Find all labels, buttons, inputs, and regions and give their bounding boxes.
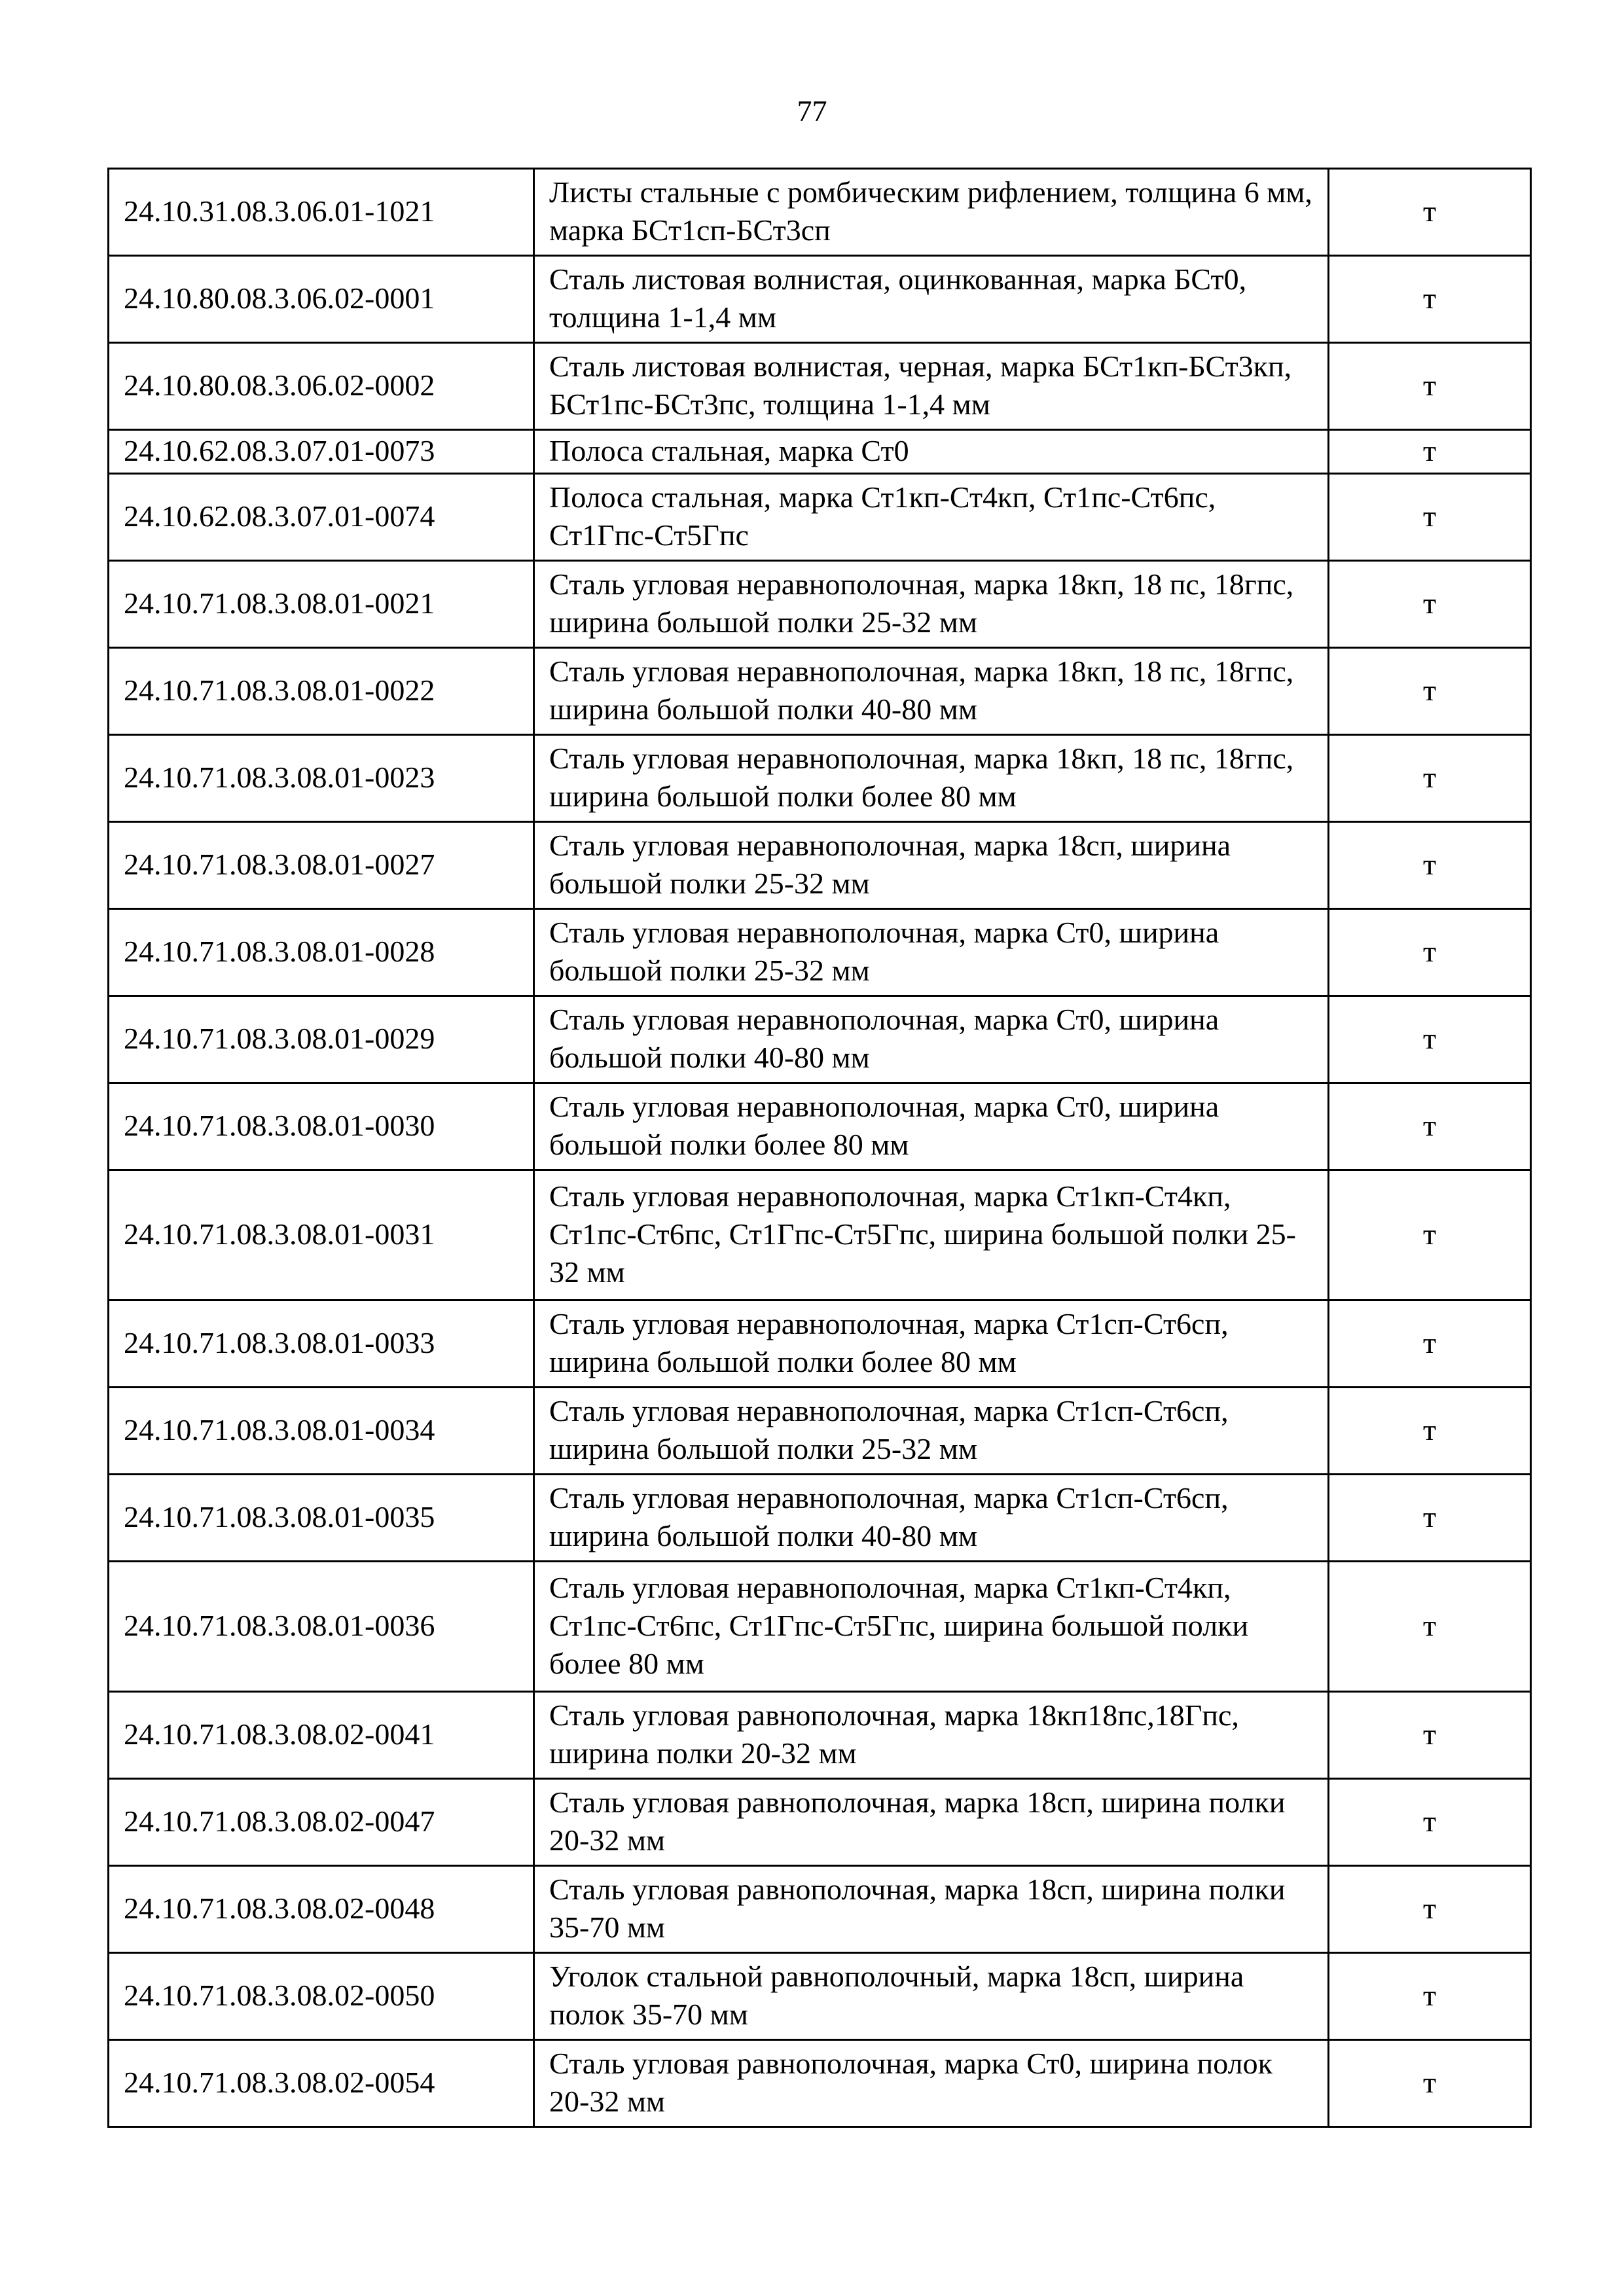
resource-code-cell: 24.10.31.08.3.06.01-1021 — [109, 169, 534, 256]
unit-cell: т — [1329, 996, 1531, 1083]
resource-code-cell: 24.10.71.08.3.08.02-0041 — [109, 1692, 534, 1779]
unit-cell: т — [1329, 1953, 1531, 2040]
resource-code-cell: 24.10.62.08.3.07.01-0073 — [109, 430, 534, 474]
unit-cell: т — [1329, 1388, 1531, 1475]
unit-cell: т — [1329, 256, 1531, 343]
resource-name-cell: Сталь угловая неравнополочная, марка 18кп, 18 пс, 18гпс, ширина большой полки 25-32 мм — [534, 561, 1329, 648]
resource-code-cell: 24.10.80.08.3.06.02-0001 — [109, 256, 534, 343]
table-row — [109, 343, 1531, 430]
resource-name-cell: Полоса стальная, марка Ст0 — [534, 430, 1329, 474]
resource-name-cell: Сталь листовая волнистая, черная, марка БСт1кп-БСт3кп, БСт1пс-БСт3пс, толщина 1-1,4 мм — [534, 343, 1329, 430]
resource-name-cell: Полоса стальная, марка Ст1кп-Ст4кп, Ст1пс-Ст6пс, Ст1Гпс-Ст5Гпс — [534, 474, 1329, 561]
resource-code-cell: 24.10.71.08.3.08.02-0050 — [109, 1953, 534, 2040]
resource-code-cell: 24.10.71.08.3.08.01-0023 — [109, 735, 534, 822]
unit-cell: т — [1329, 1692, 1531, 1779]
resource-name-cell: Сталь угловая неравнополочная, марка Ст0, ширина большой полки более 80 мм — [534, 1083, 1329, 1170]
unit-cell: т — [1329, 1083, 1531, 1170]
table-row — [109, 909, 1531, 996]
resource-table — [107, 168, 1532, 2128]
table-row — [109, 474, 1531, 561]
resource-code-cell: 24.10.71.08.3.08.01-0031 — [109, 1170, 534, 1300]
resource-code-cell: 24.10.71.08.3.08.01-0027 — [109, 822, 534, 909]
resource-name-cell: Сталь угловая неравнополочная, марка Ст1сп-Ст6сп, ширина большой полки 25-32 мм — [534, 1388, 1329, 1475]
table-row — [109, 735, 1531, 822]
resource-code-cell: 24.10.62.08.3.07.01-0074 — [109, 474, 534, 561]
unit-cell: т — [1329, 430, 1531, 474]
unit-cell: т — [1329, 2040, 1531, 2127]
resource-code-cell: 24.10.71.08.3.08.01-0030 — [109, 1083, 534, 1170]
table-row — [109, 1779, 1531, 1866]
resource-name-cell: Сталь листовая волнистая, оцинкованная, марка БСт0, толщина 1-1,4 мм — [534, 256, 1329, 343]
resource-code-cell: 24.10.71.08.3.08.01-0028 — [109, 909, 534, 996]
resource-code-cell: 24.10.71.08.3.08.01-0035 — [109, 1475, 534, 1562]
unit-cell: т — [1329, 648, 1531, 735]
table-row — [109, 256, 1531, 343]
resource-name-cell: Сталь угловая равнополочная, марка 18сп, ширина полки 35-70 мм — [534, 1866, 1329, 1953]
resource-name-cell: Сталь угловая равнополочная, марка 18кп18пс,18Гпс, ширина полки 20-32 мм — [534, 1692, 1329, 1779]
resource-code-cell: 24.10.71.08.3.08.01-0036 — [109, 1562, 534, 1692]
table-row — [109, 1388, 1531, 1475]
resource-name-cell: Сталь угловая неравнополочная, марка Ст1сп-Ст6сп, ширина большой полки 40-80 мм — [534, 1475, 1329, 1562]
table-row — [109, 822, 1531, 909]
resource-code-cell: 24.10.71.08.3.08.01-0029 — [109, 996, 534, 1083]
resource-code-cell: 24.10.80.08.3.06.02-0002 — [109, 343, 534, 430]
unit-cell: т — [1329, 474, 1531, 561]
resource-code-cell: 24.10.71.08.3.08.01-0034 — [109, 1388, 534, 1475]
unit-cell: т — [1329, 343, 1531, 430]
resource-name-cell: Сталь угловая неравнополочная, марка Ст0, ширина большой полки 25-32 мм — [534, 909, 1329, 996]
table-row — [109, 1300, 1531, 1388]
unit-cell: т — [1329, 735, 1531, 822]
page-number: 77 — [797, 94, 827, 128]
unit-cell: т — [1329, 1866, 1531, 1953]
resource-name-cell: Уголок стальной равнополочный, марка 18сп, ширина полок 35-70 мм — [534, 1953, 1329, 2040]
resource-name-cell: Листы стальные с ромбическим рифлением, толщина 6 мм, марка БСт1сп-БСт3сп — [534, 169, 1329, 256]
table-row — [109, 648, 1531, 735]
resource-code-cell: 24.10.71.08.3.08.01-0021 — [109, 561, 534, 648]
resource-code-cell: 24.10.71.08.3.08.02-0048 — [109, 1866, 534, 1953]
table-row — [109, 430, 1531, 474]
table-row — [109, 169, 1531, 256]
table-row — [109, 2040, 1531, 2127]
table-row — [109, 1562, 1531, 1692]
unit-cell: т — [1329, 1562, 1531, 1692]
resource-name-cell: Сталь угловая неравнополочная, марка 18кп, 18 пс, 18гпс, ширина большой полки 40-80 мм — [534, 648, 1329, 735]
unit-cell: т — [1329, 561, 1531, 648]
resource-name-cell: Сталь угловая неравнополочная, марка Ст0, ширина большой полки 40-80 мм — [534, 996, 1329, 1083]
table-row — [109, 1692, 1531, 1779]
resource-name-cell: Сталь угловая равнополочная, марка Ст0, ширина полок 20-32 мм — [534, 2040, 1329, 2127]
unit-cell: т — [1329, 822, 1531, 909]
unit-cell: т — [1329, 169, 1531, 256]
resource-name-cell: Сталь угловая неравнополочная, марка Ст1кп-Ст4кп, Ст1пс-Ст6пс, Ст1Гпс-Ст5Гпс, ширина большой полки 25-32 мм — [534, 1170, 1329, 1300]
resource-code-cell: 24.10.71.08.3.08.02-0047 — [109, 1779, 534, 1866]
unit-cell: т — [1329, 1170, 1531, 1300]
table-row — [109, 1953, 1531, 2040]
resource-code-cell: 24.10.71.08.3.08.01-0033 — [109, 1300, 534, 1388]
table-row — [109, 996, 1531, 1083]
resource-name-cell: Сталь угловая неравнополочная, марка 18сп, ширина большой полки 25-32 мм — [534, 822, 1329, 909]
resource-code-cell: 24.10.71.08.3.08.02-0054 — [109, 2040, 534, 2127]
unit-cell: т — [1329, 1475, 1531, 1562]
table-row — [109, 1866, 1531, 1953]
table-row — [109, 1083, 1531, 1170]
table-row — [109, 561, 1531, 648]
unit-cell: т — [1329, 909, 1531, 996]
table-body — [109, 169, 1531, 2127]
resource-name-cell: Сталь угловая неравнополочная, марка Ст1сп-Ст6сп, ширина большой полки более 80 мм — [534, 1300, 1329, 1388]
table-row — [109, 1475, 1531, 1562]
unit-cell: т — [1329, 1779, 1531, 1866]
resource-code-cell: 24.10.71.08.3.08.01-0022 — [109, 648, 534, 735]
resource-name-cell: Сталь угловая неравнополочная, марка Ст1кп-Ст4кп, Ст1пс-Ст6пс, Ст1Гпс-Ст5Гпс, ширина большой полки более 80 мм — [534, 1562, 1329, 1692]
resource-name-cell: Сталь угловая неравнополочная, марка 18кп, 18 пс, 18гпс, ширина большой полки более 80 мм — [534, 735, 1329, 822]
table-row — [109, 1170, 1531, 1300]
unit-cell: т — [1329, 1300, 1531, 1388]
resource-name-cell: Сталь угловая равнополочная, марка 18сп, ширина полки 20-32 мм — [534, 1779, 1329, 1866]
